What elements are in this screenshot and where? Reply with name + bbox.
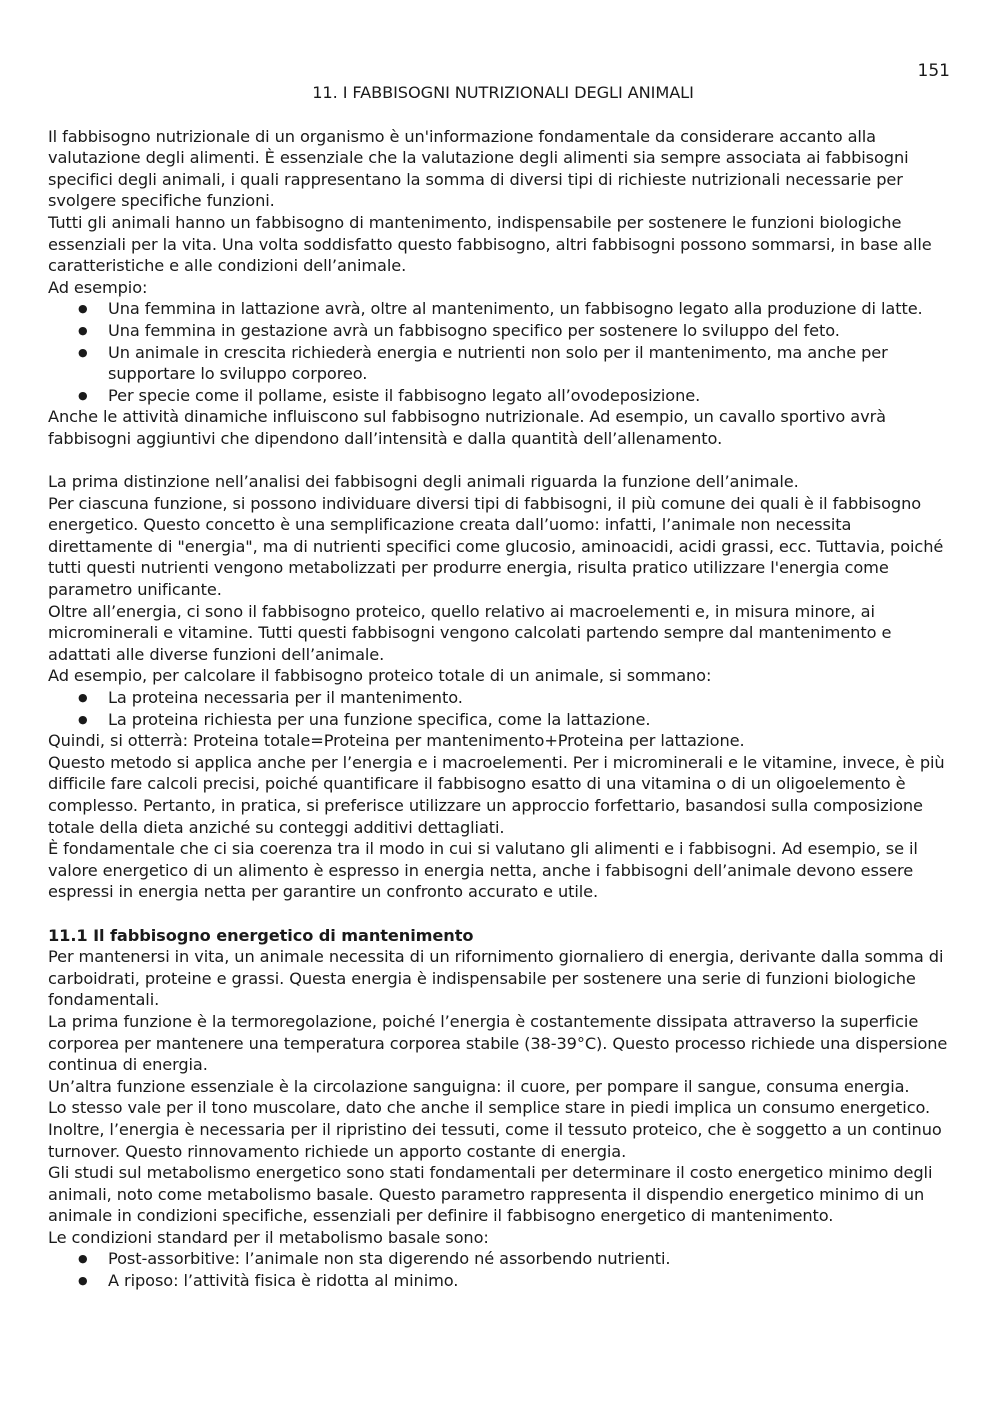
list-item: ● La proteina necessaria per il mantenimento. bbox=[108, 687, 958, 709]
section2-bullet-list bbox=[48, 687, 958, 730]
page-number: 151 bbox=[917, 61, 950, 81]
page-content bbox=[48, 82, 958, 1292]
list-item: ● A riposo: l’attività fisica è ridotta al minimo. bbox=[108, 1270, 958, 1292]
list-item: ● Una femmina in lattazione avrà, oltre al mantenimento, un fabbisogno legato alla produzione di latte. bbox=[108, 298, 958, 320]
section2-paragraph-2: Per ciascuna funzione, si possono individuare diversi tipi di fabbisogni, il più comune dei quali è il fabbisogno energetico. Questo concetto è una semplificazione creata dall’uomo: infatti, l’animale non necessita direttamente di "energia", ma di nutrienti specifici come glucosio, aminoacidi, acidi grassi, ecc. Tuttavia, poiché tutti questi nutrienti vengono metabolizzati per produrre energia, risulta pratico utilizzare l'energia come parametro unificante. bbox=[48, 493, 944, 600]
paragraph-gap bbox=[48, 450, 958, 472]
section3-bullet-list bbox=[48, 1248, 958, 1291]
intro-paragraph-4: Anche le attività dinamiche influiscono sul fabbisogno nutrizionale. Ad esempio, un cavallo sportivo avrà fabbisogni aggiuntivi che dipendono dall’intensità e dalla quantità dell’allenamento. bbox=[48, 407, 886, 448]
intro-paragraph-2: Tutti gli animali hanno un fabbisogno di mantenimento, indispensabile per sostenere le funzioni biologiche essenziali per la vita. Una volta soddisfatto questo fabbisogno, altri fabbisogni possono sommarsi, in base alle caratteristiche e alle condizioni dell’animale. bbox=[48, 212, 932, 276]
section2-paragraph-7: È fondamentale che ci sia coerenza tra il modo in cui si valutano gli alimenti e i fabbisogni. Ad esempio, se il valore energetico di un alimento è espresso in energia netta, anche i fabbisogni dell’animale devono essere espressi in energia netta per garantire un confronto accurato e utile. bbox=[48, 839, 918, 902]
section3-paragraph-5: Inoltre, l’energia è necessaria per il ripristino dei tessuti, come il tessuto proteico, che è soggetto a un continuo turnover. Questo rinnovamento richiede un apporto costante di energia. bbox=[48, 1119, 942, 1161]
section2-paragraph-6: Questo metodo si applica anche per l’energia e i macroelementi. Per i microminerali e le vitamine, invece, è più difficile fare calcoli precisi, poiché quantificare il fabbisogno esatto di una vitamina o di un oligoelemento è complesso. Pertanto, in pratica, si preferisce utilizzare un approccio forfettario, basandosi sulla composizione totale della dieta anziché su conteggi additivi dettagliati. bbox=[48, 752, 945, 837]
paragraph-gap bbox=[48, 903, 958, 925]
list-item: ● Una femmina in gestazione avrà un fabbisogno specifico per sostenere lo sviluppo del feto. bbox=[108, 320, 958, 342]
section2-paragraph-4: Ad esempio, per calcolare il fabbisogno proteico totale di un animale, si sommano: bbox=[48, 666, 712, 686]
list-item: ● Per specie come il pollame, esiste il fabbisogno legato all’ovodeposizione. bbox=[108, 385, 958, 407]
section3-paragraph-1: Per mantenersi in vita, un animale necessita di un rifornimento giornaliero di energia, derivante dalla somma di carboidrati, proteine e grassi. Questa energia è indispensabile per sostenere una serie di funzioni biologiche fondamentali. bbox=[48, 947, 944, 1010]
section3-paragraph-4: Lo stesso vale per il tono muscolare, dato che anche il semplice stare in piedi implica un consumo energetico. bbox=[48, 1098, 931, 1118]
list-item: ● La proteina richiesta per una funzione specifica, come la lattazione. bbox=[108, 709, 958, 731]
section2-paragraph-3: Oltre all’energia, ci sono il fabbisogno proteico, quello relativo ai macroelementi e, in misura minore, ai microminerali e vitamine. Tutti questi fabbisogni vengono calcolati partendo sempre dal mantenimento e adattati alle diverse funzioni dell’animale. bbox=[48, 601, 892, 664]
list-item: ● Post-assorbitive: l’animale non sta digerendo né assorbendo nutrienti. bbox=[108, 1248, 958, 1270]
section3-paragraph-3: Un’altra funzione essenziale è la circolazione sanguigna: il cuore, per pompare il sangue, consuma energia. bbox=[48, 1076, 910, 1096]
section-heading: 11.1 Il fabbisogno energetico di mantenimento bbox=[48, 925, 474, 945]
chapter-title: 11. I FABBISOGNI NUTRIZIONALI DEGLI ANIMALI bbox=[312, 83, 694, 102]
intro-paragraph-1: Il fabbisogno nutrizionale di un organismo è un'informazione fondamentale da considerare accanto alla valutazione degli alimenti. È essenziale che la valutazione degli alimenti sia sempre associata ai fabbisogni specifici degli animali, i quali rappresentano la somma di diversi tipi di richieste nutrizionali necessarie per svolgere specifiche funzioni. bbox=[48, 126, 909, 211]
intro-bullet-list bbox=[48, 298, 958, 406]
section3-paragraph-6: Gli studi sul metabolismo energetico sono stati fondamentali per determinare il costo energetico minimo degli animali, noto come metabolismo basale. Questo parametro rappresenta il dispendio energetico minimo di un animale in condizioni specifiche, essenziali per definire il fabbisogno energetico di mantenimento. bbox=[48, 1163, 933, 1226]
section2-paragraph-1: La prima distinzione nell’analisi dei fabbisogni degli animali riguarda la funzione dell’animale. bbox=[48, 472, 799, 492]
intro-paragraph-3: Ad esempio: bbox=[48, 277, 148, 297]
section3-paragraph-2: La prima funzione è la termoregolazione, poiché l’energia è costantemente dissipata attraverso la superficie corporea per mantenere una temperatura corporea stabile (38-39°C). Questo processo richiede una dispersione continua di energia. bbox=[48, 1011, 948, 1075]
list-item: ● Un animale in crescita richiederà energia e nutrienti non solo per il mantenimento, ma anche per supportare lo sviluppo corporeo. bbox=[108, 342, 958, 385]
section3-paragraph-7: Le condizioni standard per il metabolismo basale sono: bbox=[48, 1227, 489, 1247]
section2-paragraph-5: Quindi, si otterrà: Proteina totale=Proteina per mantenimento+Proteina per lattazione. bbox=[48, 731, 745, 751]
